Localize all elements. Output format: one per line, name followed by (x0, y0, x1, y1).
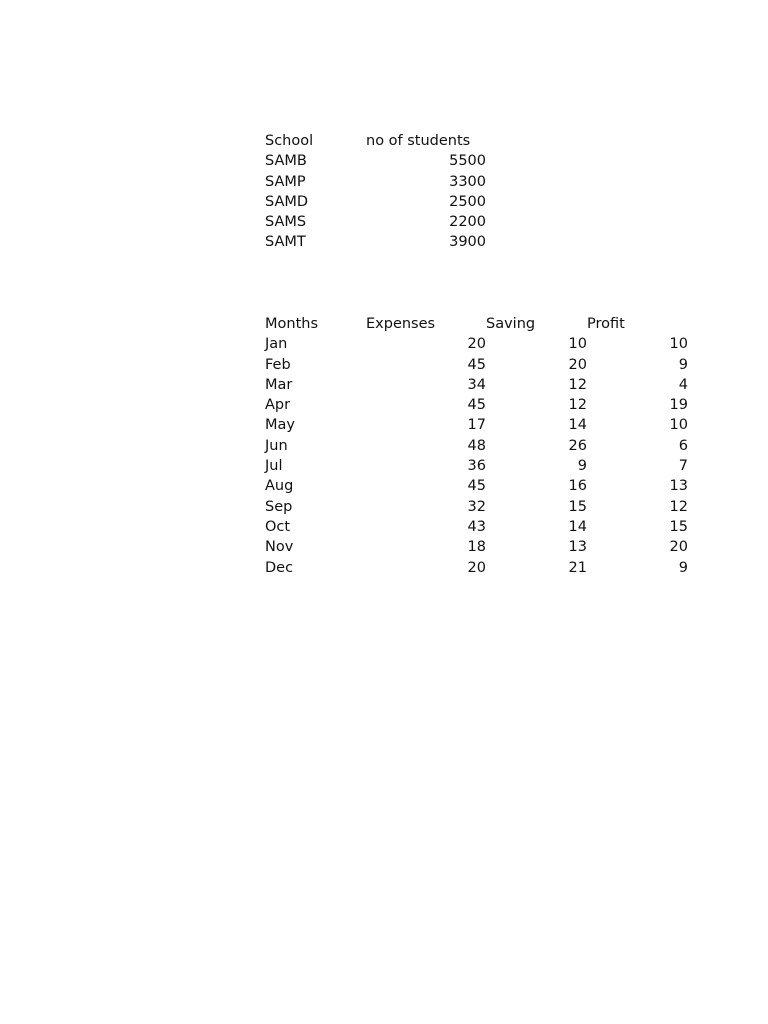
cell-profit[interactable]: 9 (678, 559, 688, 576)
cell-profit[interactable]: 19 (669, 397, 688, 414)
table-row (265, 476, 688, 496)
cell-students[interactable]: 2200 (449, 214, 486, 231)
table-row (265, 172, 486, 192)
cell-expenses[interactable]: 32 (467, 498, 486, 515)
table-row (265, 436, 688, 456)
cell-month[interactable]: Jul (265, 458, 283, 475)
cell-profit[interactable]: 6 (678, 437, 688, 454)
table-row (265, 558, 688, 578)
cell-profit[interactable]: 9 (678, 356, 688, 373)
cell-saving[interactable]: 26 (568, 437, 587, 454)
cell-school[interactable]: SAMB (265, 153, 307, 170)
cell-expenses[interactable]: 36 (467, 458, 486, 475)
table-row (265, 415, 688, 435)
cell-expenses[interactable]: 18 (467, 539, 486, 556)
cell-saving[interactable]: 14 (568, 417, 587, 434)
cell-students[interactable]: 3300 (449, 173, 486, 190)
header-months[interactable]: Months (265, 316, 319, 332)
cell-saving[interactable]: 9 (577, 458, 587, 475)
cell-profit[interactable]: 10 (669, 336, 688, 353)
cell-expenses[interactable]: 17 (467, 417, 486, 434)
cell-expenses[interactable]: 45 (467, 397, 486, 414)
table-row (265, 395, 688, 415)
cell-saving[interactable]: 15 (568, 498, 587, 515)
cell-saving[interactable]: 21 (568, 559, 587, 576)
cell-month[interactable]: Jan (265, 336, 288, 353)
table-row (265, 212, 486, 232)
cell-profit[interactable]: 15 (669, 518, 688, 535)
cell-students[interactable]: 5500 (449, 153, 486, 170)
cell-month[interactable]: Aug (265, 478, 294, 495)
cell-expenses[interactable]: 20 (467, 559, 486, 576)
cell-month[interactable]: Feb (265, 356, 291, 373)
monthly-finance-table (265, 314, 688, 578)
cell-expenses[interactable]: 20 (467, 336, 486, 353)
cell-profit[interactable]: 4 (678, 376, 688, 393)
table-header-row (265, 131, 486, 151)
cell-saving[interactable]: 13 (568, 539, 587, 556)
table-row (265, 232, 486, 252)
cell-saving[interactable]: 14 (568, 518, 587, 535)
cell-month[interactable]: May (265, 417, 295, 434)
cell-expenses[interactable]: 48 (467, 437, 486, 454)
table-row (265, 456, 688, 476)
table-row (265, 517, 688, 537)
header-school[interactable]: School (265, 133, 314, 149)
cell-saving[interactable]: 12 (568, 397, 587, 414)
table-row (265, 334, 688, 354)
cell-students[interactable]: 3900 (449, 234, 486, 251)
cell-school[interactable]: SAMP (265, 173, 306, 190)
cell-expenses[interactable]: 34 (467, 376, 486, 393)
cell-saving[interactable]: 10 (568, 336, 587, 353)
months-table-body (265, 334, 688, 578)
cell-profit[interactable]: 10 (669, 417, 688, 434)
cell-school[interactable]: SAMD (265, 193, 309, 210)
table-row (265, 497, 688, 517)
header-saving[interactable]: Saving (486, 316, 536, 332)
table-row (265, 537, 688, 557)
cell-expenses[interactable]: 45 (467, 478, 486, 495)
cell-month[interactable]: Nov (265, 539, 294, 556)
table-row (265, 192, 486, 212)
cell-month[interactable]: Jun (265, 437, 288, 454)
header-profit[interactable]: Profit (587, 316, 625, 332)
cell-saving[interactable]: 12 (568, 376, 587, 393)
cell-month[interactable]: Apr (265, 397, 291, 414)
table-row (265, 375, 688, 395)
cell-month[interactable]: Oct (265, 518, 291, 535)
header-expenses[interactable]: Expenses (366, 316, 436, 332)
table-row (265, 151, 486, 171)
table-header-row (265, 314, 688, 334)
cell-school[interactable]: SAMT (265, 234, 306, 251)
cell-students[interactable]: 2500 (449, 193, 486, 210)
cell-expenses[interactable]: 43 (467, 518, 486, 535)
header-no-of-students[interactable]: no of students (366, 133, 471, 149)
cell-month[interactable]: Mar (265, 376, 293, 393)
cell-expenses[interactable]: 45 (467, 356, 486, 373)
cell-profit[interactable]: 7 (678, 458, 688, 475)
cell-profit[interactable]: 12 (669, 498, 688, 515)
cell-school[interactable]: SAMS (265, 214, 307, 231)
cell-month[interactable]: Sep (265, 498, 293, 515)
cell-profit[interactable]: 13 (669, 478, 688, 495)
cell-saving[interactable]: 16 (568, 478, 587, 495)
table-row (265, 355, 688, 375)
school-students-table (265, 131, 486, 253)
cell-saving[interactable]: 20 (568, 356, 587, 373)
cell-month[interactable]: Dec (265, 559, 294, 576)
cell-profit[interactable]: 20 (669, 539, 688, 556)
